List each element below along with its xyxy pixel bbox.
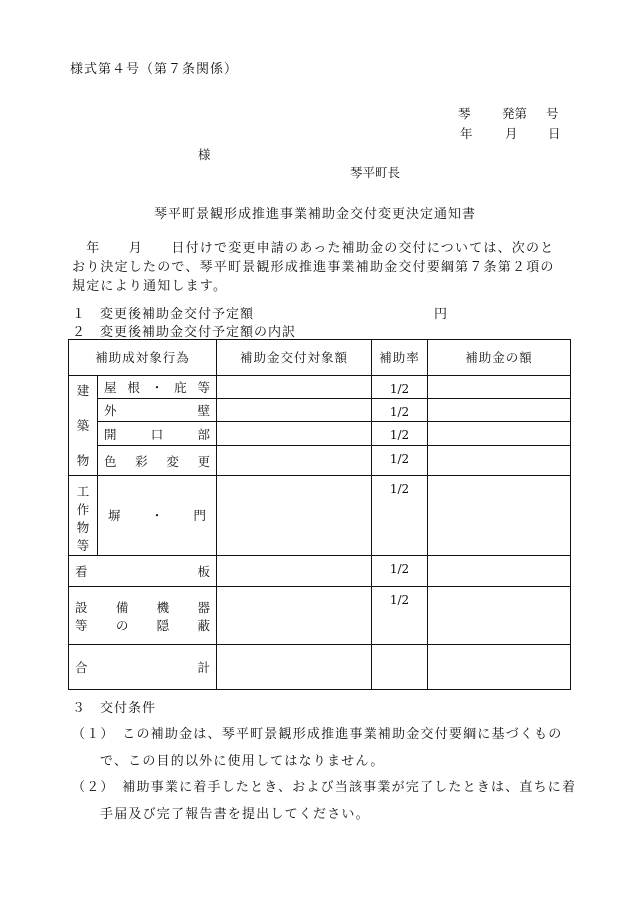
form-number: 様式第４号（第７条関係）: [70, 62, 239, 77]
conditions-heading: ３ 交付条件: [72, 701, 157, 716]
condition-1-line2: で、この目的以外に使用してはなりません。: [100, 754, 385, 769]
table-row: [69, 399, 571, 422]
table-row: [69, 422, 571, 445]
doc-no-prefix: 琴: [458, 106, 471, 121]
cell-rate: 1/2: [372, 399, 428, 422]
cell-rate: 1/2: [372, 445, 428, 476]
group-structure: 工 作 物 等: [69, 476, 98, 555]
table-header-row: [69, 340, 571, 376]
item1-unit: 円: [434, 307, 449, 322]
cell-rate: 1/2: [372, 422, 428, 445]
header-amount: 補助金の額: [428, 340, 571, 376]
cell-amount[interactable]: [428, 555, 571, 587]
cell-target-amount[interactable]: [217, 422, 372, 445]
cell-rate: 1/2: [372, 476, 428, 555]
item2-label: ２ 変更後補助金交付予定額の内訳: [72, 325, 297, 340]
doc-no-label: 発第: [502, 106, 528, 121]
date-month: 月: [505, 126, 518, 141]
cell-total-target-amount[interactable]: [217, 645, 372, 690]
date-year: 年: [460, 126, 473, 141]
header-rate: 補助率: [372, 340, 428, 376]
item1-label: １ 変更後補助金交付予定額: [72, 307, 255, 322]
cell-target-amount[interactable]: [217, 476, 372, 555]
table-row: [69, 445, 571, 476]
condition-1-line1: （１） この補助金は、琴平町景観形成推進事業補助金交付要綱に基づくもの: [72, 727, 563, 742]
date-day: 日: [548, 126, 561, 141]
table-row: [69, 555, 571, 587]
cell-amount[interactable]: [428, 476, 571, 555]
cell-target-amount[interactable]: [217, 375, 372, 398]
body-paragraph: 年 月 日付けで変更申請のあった補助金の交付については、次のとおり決定したので、琴平町景観形成推進事業補助金交付要綱第７条第２項の規定により通知します。: [72, 241, 555, 294]
cell-rate: 1/2: [372, 587, 428, 645]
cell-total-rate: [372, 645, 428, 690]
table-row: [69, 375, 571, 398]
sender: 琴平町長: [350, 165, 401, 180]
row-label-total: 合 計: [69, 645, 217, 690]
addressee-suffix: 様: [198, 147, 211, 162]
table-total-row: [69, 645, 571, 690]
cell-rate: 1/2: [372, 375, 428, 398]
row-label-color: 色 彩 変 更: [98, 445, 217, 476]
row-label-opening: 開 口 部: [98, 422, 217, 445]
cell-target-amount[interactable]: [217, 587, 372, 645]
row-label-roof: 屋 根 ・ 庇 等: [98, 375, 217, 398]
condition-2-line1: （２） 補助事業に着手したとき、および当該事業が完了したときは、直ちに着: [72, 780, 577, 795]
row-label-sign: 看 板: [69, 555, 217, 587]
doc-no-suffix: 号: [546, 106, 559, 121]
header-target-action: 補助成対象行為: [69, 340, 217, 376]
table-row: [69, 476, 571, 555]
breakdown-table: [68, 339, 571, 690]
cell-amount[interactable]: [428, 422, 571, 445]
group-building: 建 築 物: [69, 375, 98, 476]
cell-target-amount[interactable]: [217, 445, 372, 476]
cell-amount[interactable]: [428, 375, 571, 398]
cell-target-amount[interactable]: [217, 555, 372, 587]
cell-total-amount[interactable]: [428, 645, 571, 690]
row-label-fence: 塀 ・ 門: [98, 476, 217, 555]
document-title: 琴平町景観形成推進事業補助金交付変更決定通知書: [153, 207, 476, 222]
cell-amount[interactable]: [428, 445, 571, 476]
cell-amount[interactable]: [428, 399, 571, 422]
table-row: [69, 587, 571, 645]
condition-2-line2: 手届及び完了報告書を提出してください。: [100, 807, 370, 822]
cell-amount[interactable]: [428, 587, 571, 645]
cell-target-amount[interactable]: [217, 399, 372, 422]
row-label-equipment: 設 備 機 器 等 の 隠 蔽: [69, 587, 217, 645]
row-label-wall: 外 壁: [98, 399, 217, 422]
cell-rate: 1/2: [372, 555, 428, 587]
header-target-amount: 補助金交付対象額: [217, 340, 372, 376]
